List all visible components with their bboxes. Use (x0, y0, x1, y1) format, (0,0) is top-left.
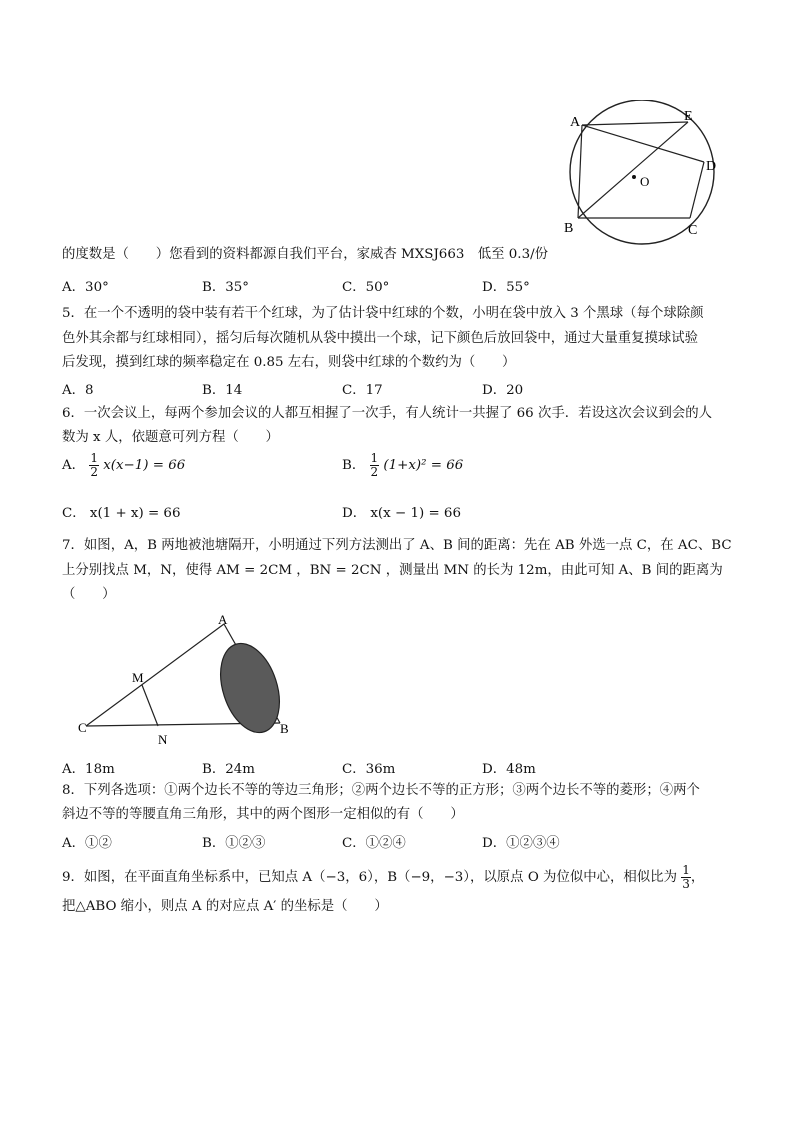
q6-option-b-expression: (1+x)² = 66 (383, 458, 464, 473)
chord-c-d (690, 162, 704, 218)
q4-option-b[interactable]: B．35° (202, 280, 249, 295)
q7-pond-figure (62, 608, 304, 748)
q6-option-b[interactable] (342, 452, 463, 479)
label-c: C (688, 223, 698, 238)
label-b: B (280, 721, 289, 736)
q6-option-a[interactable] (62, 452, 185, 479)
q5-option-b[interactable]: B．14 (202, 383, 243, 398)
q7-option-d[interactable]: D．48m (482, 762, 536, 777)
q9-ratio-tail: ， (690, 870, 705, 885)
q4-option-d[interactable]: D．55° (482, 280, 530, 295)
label-d: D (706, 159, 717, 174)
q8-option-c[interactable]: C．①②④ (342, 836, 406, 851)
q9-ratio-denominator: 3 (682, 877, 690, 891)
q6-option-c[interactable]: C． x(1 + x) = 66 (62, 506, 181, 521)
q9-line-1-text: 9．如图，在平面直角坐标系中，已知点 A（−3，6），B（−9，−3），以原点 O 为位似中心，相似比为 (62, 870, 677, 885)
q6-line-2: 数为 x 人，依题意可列方程（ ） (62, 430, 279, 445)
q8-line-2: 斜边不等的等腰直角三角形，其中的两个图形一定相似的有（ ） (62, 807, 464, 822)
q9-line-1 (62, 864, 704, 891)
label-e: E (684, 109, 693, 124)
chord-b-e (578, 122, 688, 218)
chord-a-e (582, 122, 688, 125)
label-a: A (218, 612, 228, 627)
q6-option-a-fraction (89, 452, 99, 479)
q7-line-3: （ ） (62, 587, 116, 602)
q8-option-b[interactable]: B．①②③ (202, 836, 266, 851)
q9-line-2: 把△ABO 缩小，则点 A 的对应点 A′ 的坐标是（ ） (62, 899, 388, 914)
q5-option-c[interactable]: C．17 (342, 383, 383, 398)
label-o: O (640, 174, 650, 189)
center-dot (632, 175, 636, 179)
q4-option-c[interactable]: C．50° (342, 280, 390, 295)
q8-line-1: 8．下列各选项：①两个边长不等的等边三角形；②两个边长不等的正方形；③两个边长不等的菱形；④两个 (62, 783, 700, 798)
q7-line-1: 7．如图，A，B 两地被池塘隔开，小明通过下列方法测出了 A、B 间的距离：先在 AB 外选一点 C，在 AC、BC (62, 538, 732, 553)
q6-option-a-expression: x(x−1) = 66 (103, 458, 186, 473)
q7-line-2: 上分别找点 M，N，使得 AM = 2CM ，BN = 2CN ，测量出 MN 的长为 12m，由此可知 A、B 间的距离为 (62, 563, 723, 578)
label-m: M (132, 670, 144, 685)
q6-option-b-fraction (370, 452, 380, 479)
segment-m-n (142, 685, 158, 726)
label-c: C (78, 720, 87, 735)
q8-option-a[interactable]: A．①② (62, 836, 112, 851)
label-b: B (564, 221, 574, 236)
q6-option-b-prefix: B． (342, 458, 366, 473)
q4-circle-figure (556, 100, 728, 248)
q6-option-b-numerator: 1 (370, 451, 379, 465)
q6-option-d[interactable]: D． x(x − 1) = 66 (342, 506, 461, 521)
q6-line-1: 6．一次会议上，每两个参加会议的人都互相握了一次手，有人统计一共握了 66 次手．若设这次会议到会的人 (62, 406, 713, 421)
segment-c-a (86, 624, 224, 726)
q7-option-a[interactable]: A．18m (62, 762, 115, 777)
q9-ratio-numerator: 1 (682, 863, 690, 877)
label-n: N (158, 732, 168, 747)
q6-option-a-numerator: 1 (90, 451, 98, 465)
label-a: A (570, 115, 581, 130)
q5-option-d[interactable]: D．20 (482, 383, 524, 398)
chord-a-d (582, 125, 704, 162)
q8-option-d[interactable]: D．①②③④ (482, 836, 560, 851)
q5-line-3: 后发现，摸到红球的频率稳定在 0.85 左右，则袋中红球的个数约为（ ） (62, 355, 516, 370)
q7-option-c[interactable]: C．36m (342, 762, 396, 777)
q4-question-tail: 的度数是（ ）您看到的资料都源自我们平台，家威杏 MXSJ663 低至 0.3/份 (62, 247, 548, 262)
q5-line-2: 色外其余都与红球相同），摇匀后每次随机从袋中摸出一个球，记下颜色后放回袋中，通过大量重复摸球试验 (62, 331, 699, 346)
q5-option-a[interactable]: A．8 (62, 383, 94, 398)
q9-ratio-fraction (681, 864, 691, 891)
q5-line-1: 5．在一个不透明的袋中装有若干个红球，为了估计袋中红球的个数，小明在袋中放入 3 个黑球（每个球除颜 (62, 306, 704, 321)
q6-option-a-prefix: A． (62, 458, 86, 473)
q4-option-a[interactable]: A．30° (62, 280, 109, 295)
q6-option-a-denominator: 2 (90, 465, 98, 479)
q6-option-b-denominator: 2 (370, 465, 379, 479)
q7-option-b[interactable]: B．24m (202, 762, 255, 777)
